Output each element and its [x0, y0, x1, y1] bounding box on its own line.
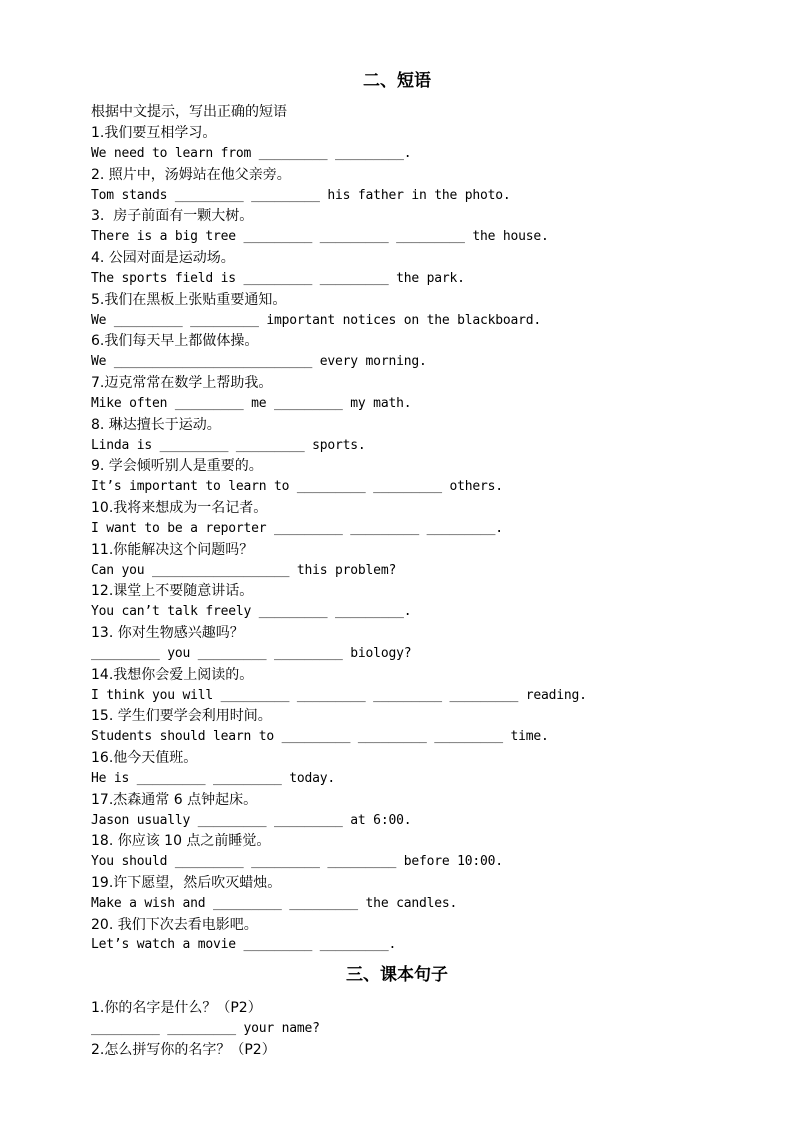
question-4-chinese: 4. 公园对面是运动场。 [91, 250, 235, 266]
question-2-english: Tom stands _________ _________ his father in the photo. [91, 188, 511, 203]
section-title-textbook-sentences: 三、课本句子 [346, 965, 448, 985]
question-3-english: There is a big tree _________ _________ _________ the house. [91, 229, 549, 244]
instruction-text: 根据中文提示，写出正确的短语 [91, 104, 287, 120]
question-6-chinese: 6.我们每天早上都做体操。 [91, 333, 259, 349]
question-9-english: It’s important to learn to _________ _________ others. [91, 479, 503, 494]
question-5-english: We _________ _________ important notices on the blackboard. [91, 313, 541, 328]
question-4-english: The sports field is _________ _________ the park. [91, 271, 465, 286]
question-18-chinese: 18. 你应该 10 点之前睡觉。 [91, 833, 271, 849]
question-3-chinese: 3. 房子前面有一颗大树。 [91, 208, 254, 224]
question-1-english: We need to learn from _________ _________. [91, 146, 412, 161]
question-15-english: Students should learn to _________ _________ _________ time. [91, 729, 549, 744]
question-18-english: You should _________ _________ _________ before 10:00. [91, 854, 503, 869]
question-14-chinese: 14.我想你会爱上阅读的。 [91, 667, 254, 683]
question-9-chinese: 9. 学会倾听别人是重要的。 [91, 458, 263, 474]
question-7-english: Mike often _________ me _________ my math. [91, 396, 412, 411]
question-2-chinese: 2. 照片中，汤姆站在他父亲旁。 [91, 167, 291, 183]
section-title-phrases: 二、短语 [363, 71, 431, 91]
question-6-english: We __________________________ every morning. [91, 354, 427, 369]
question-1-chinese: 1.我们要互相学习。 [91, 125, 217, 141]
question-19-chinese: 19.许下愿望，然后吹灭蜡烛。 [91, 875, 282, 891]
question-11-chinese: 11.你能解决这个问题吗？ [91, 542, 254, 558]
question-14-english: I think you will _________ _________ _________ _________ reading. [91, 688, 587, 703]
question-20-chinese: 20. 我们下次去看电影吧。 [91, 917, 258, 933]
question-15-chinese: 15. 学生们要学会利用时间。 [91, 708, 272, 724]
question-10-english: I want to be a reporter _________ _________ _________. [91, 521, 503, 536]
sentence-2-chinese: 2.怎么拼写你的名字？（P2） [91, 1042, 276, 1058]
question-13-chinese: 13. 你对生物感兴趣吗？ [91, 625, 244, 641]
question-12-english: You can’t talk freely _________ _________. [91, 604, 412, 619]
question-16-chinese: 16.他今天值班。 [91, 750, 198, 766]
question-8-english: Linda is _________ _________ sports. [91, 438, 366, 453]
question-11-english: Can you __________________ this problem? [91, 563, 397, 578]
question-13-english: _________ you _________ _________ biology? [91, 646, 412, 661]
question-20-english: Let’s watch a movie _________ _________. [91, 937, 397, 952]
question-12-chinese: 12.课堂上不要随意讲话。 [91, 583, 254, 599]
question-16-english: He is _________ _________ today. [91, 771, 336, 786]
sentence-1-english: _________ _________ your name? [91, 1021, 320, 1036]
question-10-chinese: 10.我将来想成为一名记者。 [91, 500, 268, 516]
question-19-english: Make a wish and _________ _________ the candles. [91, 896, 458, 911]
question-17-chinese: 17.杰森通常 6 点钟起床。 [91, 792, 258, 808]
question-8-chinese: 8. 琳达擅长于运动。 [91, 417, 221, 433]
question-7-chinese: 7.迈克常常在数学上帮助我。 [91, 375, 273, 391]
sentence-1-chinese: 1.你的名字是什么？（P2） [91, 1000, 262, 1016]
question-5-chinese: 5.我们在黑板上张贴重要通知。 [91, 292, 287, 308]
question-17-english: Jason usually _________ _________ at 6:00. [91, 813, 412, 828]
